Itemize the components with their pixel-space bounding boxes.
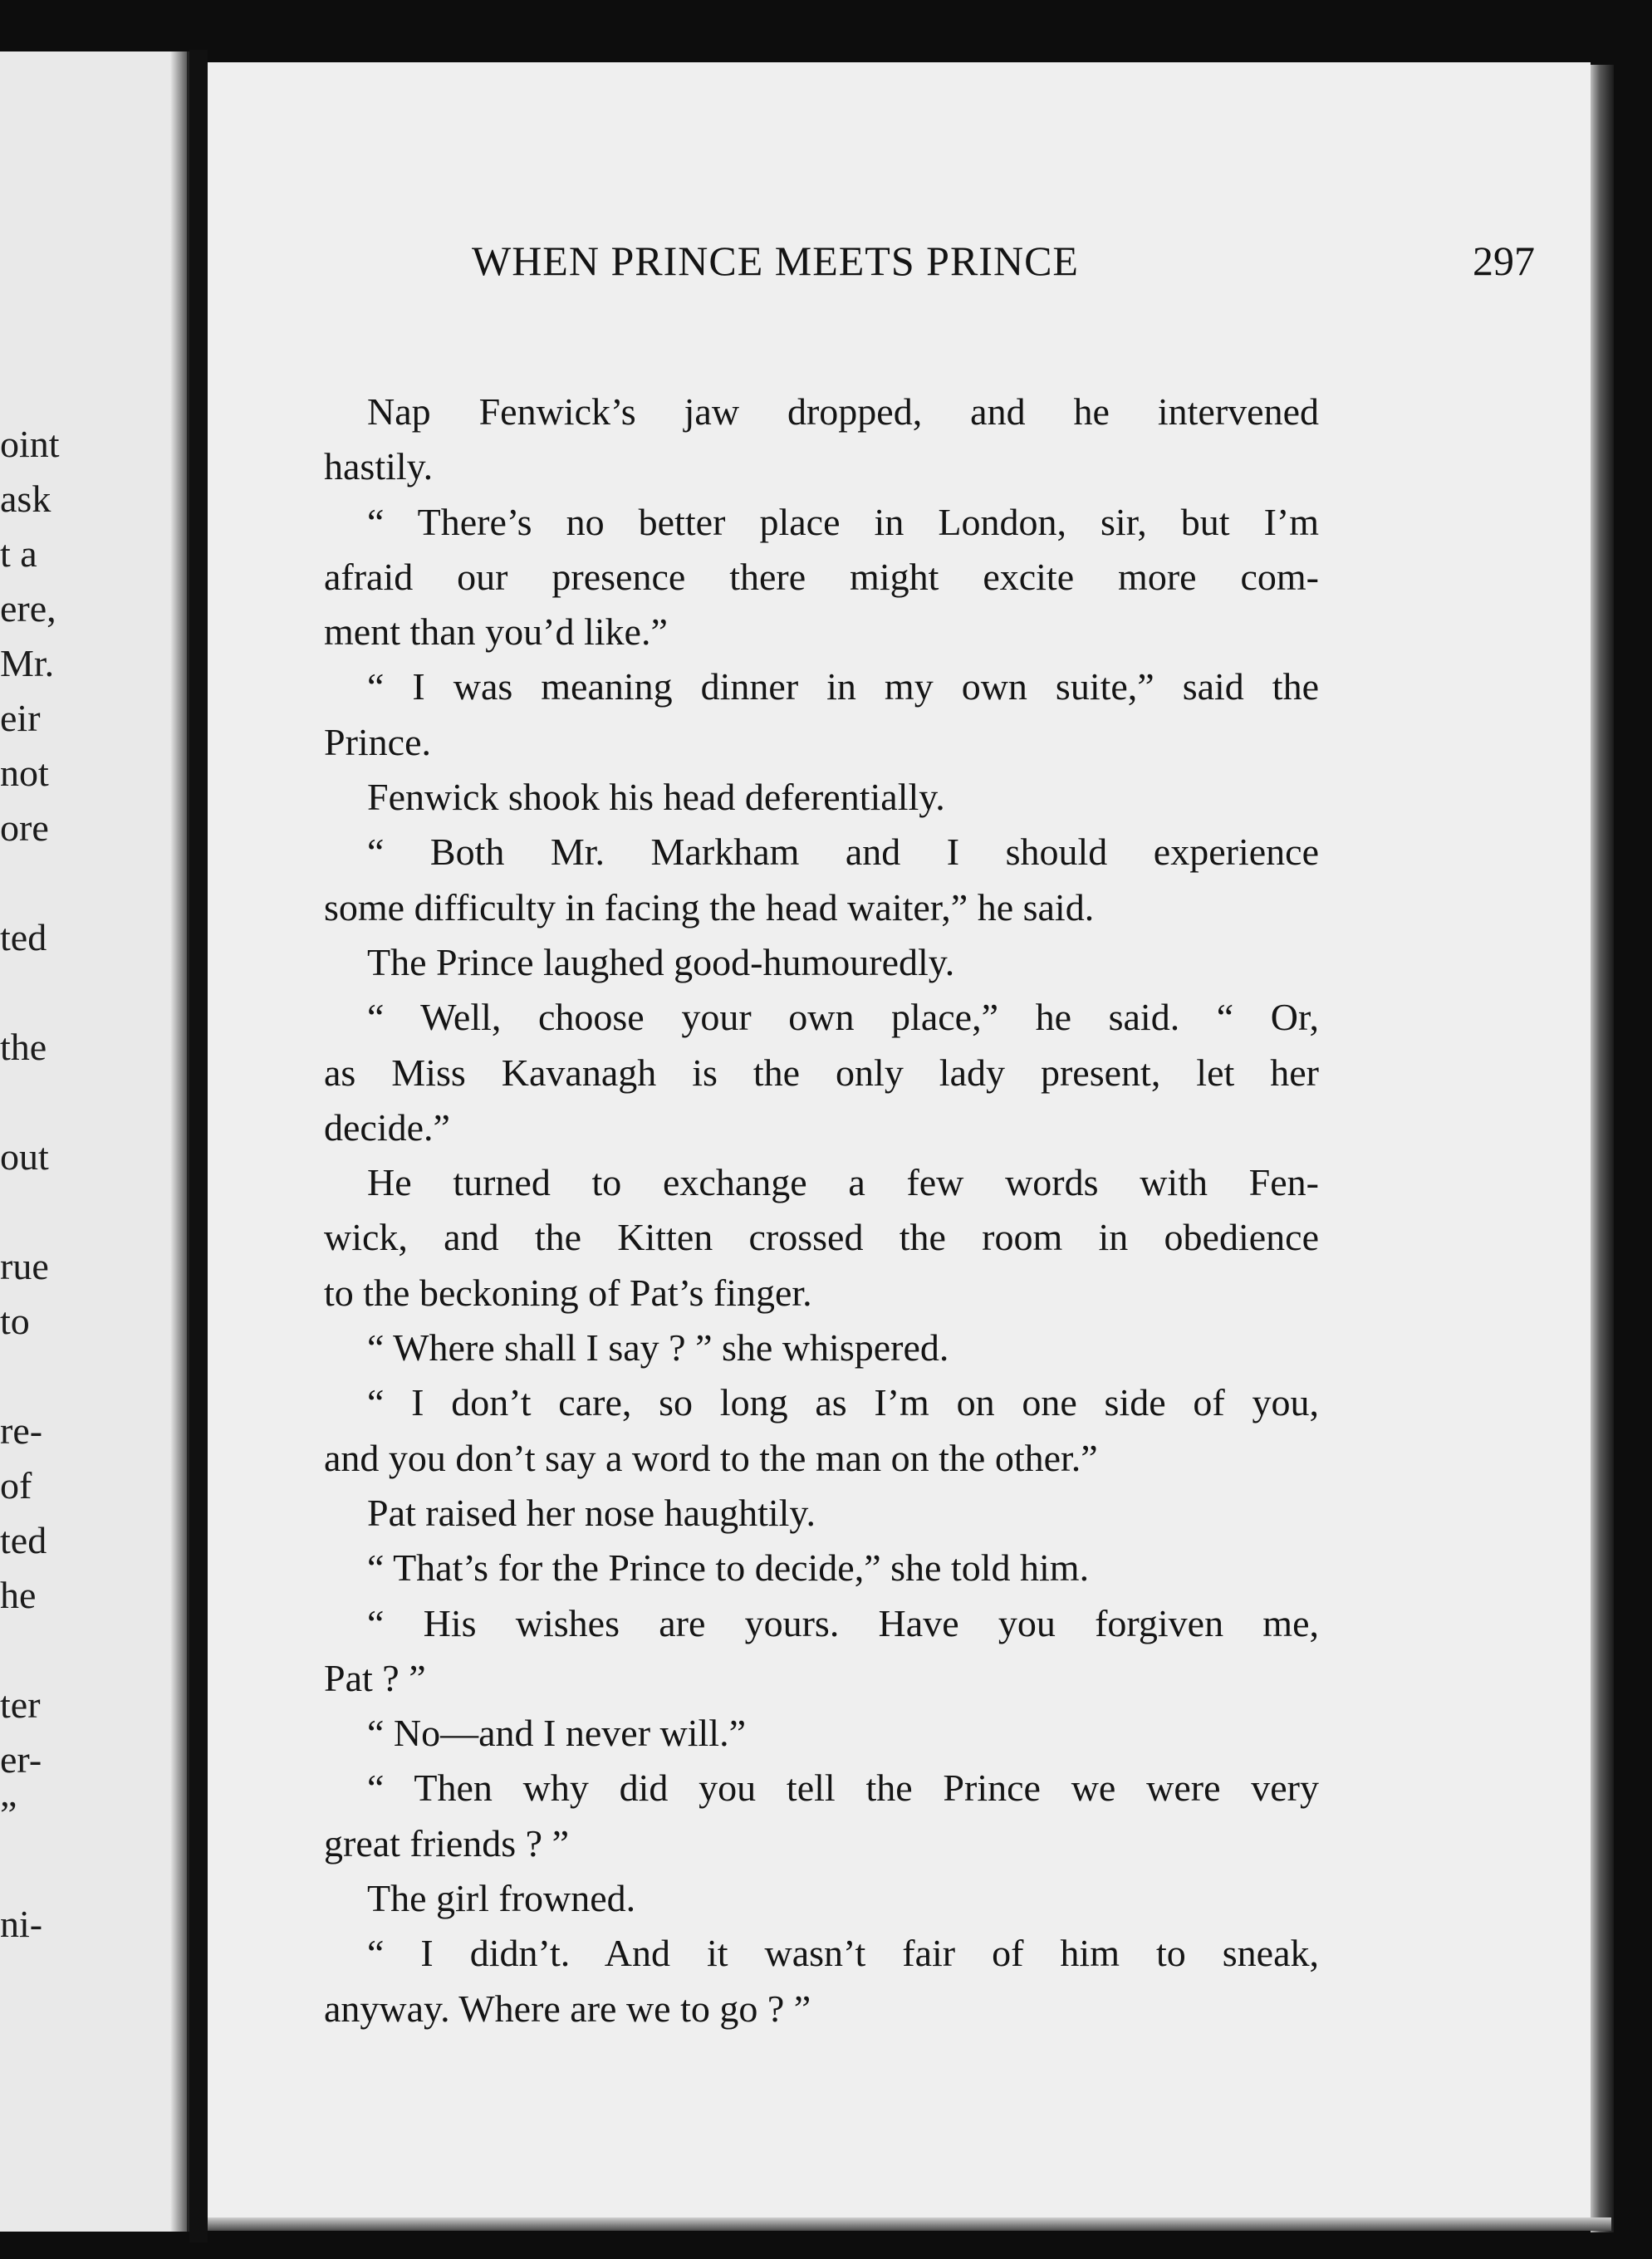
text-line: “ I didn’t. And it wasn’t fair of him to sneak,	[367, 1932, 1319, 1975]
facing-page-fragment: not	[0, 752, 49, 794]
facing-page-fragment: Mr.	[0, 642, 55, 684]
page-edge-bottom	[208, 2217, 1611, 2231]
facing-page-fragment: oint	[0, 423, 60, 465]
text-line: Nap Fenwick’s jaw dropped, and he intervened	[367, 390, 1319, 433]
text-line: to the beckoning of Pat’s finger.	[324, 1271, 812, 1314]
facing-page-fragment: of	[0, 1464, 32, 1507]
book-page	[208, 62, 1591, 2230]
text-line: Pat raised her nose haughtily.	[367, 1491, 816, 1534]
facing-page-fragment: to	[0, 1300, 30, 1342]
facing-page-fragment: eir	[0, 697, 41, 739]
text-line: “ Well, choose your own place,” he said. “ Or,	[367, 996, 1319, 1039]
facing-page-fragment: the	[0, 1026, 47, 1068]
facing-page-fragment: he	[0, 1574, 37, 1616]
text-line: “ No—and I never will.”	[367, 1712, 747, 1755]
text-line: as Miss Kavanagh is the only lady present, let her	[324, 1051, 1319, 1094]
page-number: 297	[1473, 238, 1535, 284]
text-line: decide.”	[324, 1105, 450, 1149]
text-line: “ His wishes are yours. Have you forgiven me,	[367, 1601, 1319, 1644]
facing-page-fragment: ter	[0, 1683, 41, 1726]
text-line: Pat ? ”	[324, 1656, 426, 1699]
text-line: wick, and the Kitten crossed the room in obedience	[324, 1216, 1319, 1259]
facing-page-fragment: ni-	[0, 1903, 43, 1945]
facing-page-fragment: ”	[0, 1793, 17, 1835]
text-line: “ Where shall I say ? ” she whispered.	[367, 1326, 949, 1370]
facing-page-fragment: re-	[0, 1409, 43, 1452]
text-line: “ I don’t care, so long as I’m on one side of you,	[367, 1381, 1319, 1424]
text-line: ment than you’d like.”	[324, 610, 668, 654]
text-line: “ Both Mr. Markham and I should experience	[367, 831, 1319, 874]
text-line: “ Then why did you tell the Prince we were very	[367, 1767, 1319, 1810]
book-gutter	[189, 50, 208, 2242]
page-edge-right	[1591, 65, 1614, 2232]
text-line: The Prince laughed good-humouredly.	[367, 940, 955, 983]
text-line: “ There’s no better place in London, sir, but I’m	[367, 500, 1319, 543]
text-line: “ I was meaning dinner in my own suite,” said the	[367, 665, 1319, 708]
facing-page-fragment: ted	[0, 916, 47, 958]
text-line: some difficulty in facing the head waiter,” he said.	[324, 885, 1095, 929]
text-line: hastily.	[324, 445, 434, 488]
page-header	[472, 237, 1535, 287]
running-title: WHEN PRINCE MEETS PRINCE	[472, 238, 1079, 284]
facing-page-fragment: ore	[0, 806, 49, 849]
facing-page-left	[0, 51, 187, 2232]
text-line: The girl frowned.	[367, 1877, 636, 1920]
text-line: “ That’s for the Prince to decide,” she told him.	[367, 1546, 1090, 1590]
text-line: and you don’t say a word to the man on the other.”	[324, 1436, 1098, 1479]
facing-page-fragment: ted	[0, 1519, 47, 1561]
facing-page-fragment: ere,	[0, 587, 56, 630]
text-line: anyway. Where are we to go ? ”	[324, 1987, 811, 2030]
facing-page-fragment: rue	[0, 1245, 49, 1287]
page-body-text	[324, 385, 1319, 2036]
facing-page-fragment: ask	[0, 478, 51, 520]
facing-page-fragment: out	[0, 1135, 49, 1178]
text-line: afraid our presence there might excite more com-	[324, 555, 1319, 598]
text-line: great friends ? ”	[324, 1821, 570, 1865]
facing-page-fragment: t a	[0, 532, 37, 575]
text-line: Prince.	[324, 720, 432, 763]
facing-page-fragment: er-	[0, 1738, 42, 1781]
text-line: He turned to exchange a few words with Fen-	[367, 1161, 1319, 1204]
text-line: Fenwick shook his head deferentially.	[367, 776, 945, 819]
